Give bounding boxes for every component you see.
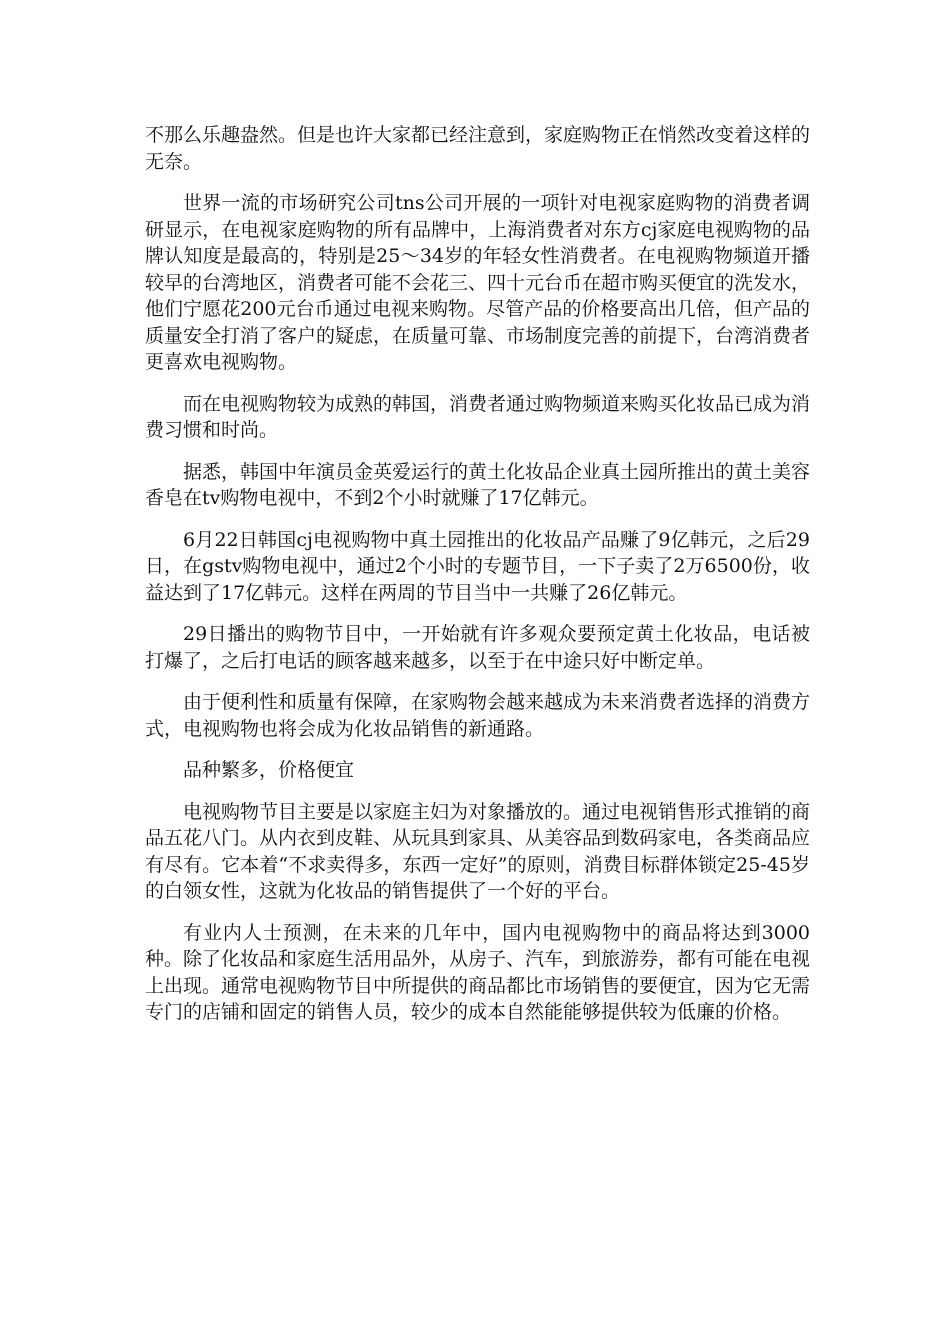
- paragraph-soap-sales: 据悉，韩国中年演员金英爱运行的黄土化妆品企业真土园所推出的黄土美容香皂在tv购物电视中，不到2个小时就赚了17亿韩元。: [145, 460, 811, 509]
- paragraph-korea-habit: 而在电视购物较为成熟的韩国，消费者通过购物频道来购买化妆品已成为消费习惯和时尚。: [145, 392, 811, 441]
- section-heading: 品种繁多，价格便宜: [183, 759, 355, 781]
- paragraph-convenience: 由于便利性和质量有保障，在家购物会越来越成为未来消费者选择的消费方式，电视购物也将会成为化妆品销售的新通路。: [145, 691, 811, 740]
- paragraph-tns-survey: 世界一流的市场研究公司tns公司开展的一项针对电视家庭购物的消费者调研显示，在电视家庭购物的所有品牌中，上海消费者对东方cj家庭电视购物的品牌认知度是最高的，特别是25～34岁的年轻女性消费者。在电视购物频道开播较早的台湾地区，消费者可能不会花三、四十元台币在超市购买便宜的洗发水，他们宁愿花200元台币通过电视来购物。尽管产品的价格要高出几倍，但产品的质量安全打消了客户的疑虑，在质量可靠、市场制度完善的前提下，台湾消费者更喜欢电视购物。: [145, 192, 811, 373]
- paragraph-june-sales: 6月22日韩国cj电视购物中真土园推出的化妆品产品赚了9亿韩元，之后29日，在gstv购物电视中，通过2个小时的专题节目，一下子卖了2万6500份，收益达到了17亿韩元。这样在两周的节目当中一共赚了26亿韩元。: [145, 528, 810, 604]
- paragraph-continuation: 不那么乐趣盎然。但是也许大家都已经注意到，家庭购物正在悄然改变着这样的无奈。: [145, 124, 811, 173]
- paragraph-program-target: 电视购物节目主要是以家庭主妇为对象播放的。通过电视销售形式推销的商品五花八门。从内衣到皮鞋、从玩具到家具、从美容品到数码家电，各类商品应有尽有。它本着“不求卖得多，东西一定好”的原则，消费目标群体锁定25-45岁的白领女性，这就为化妆品的销售提供了一个好的平台。: [145, 800, 811, 902]
- paragraph-forecast: 有业内人士预测，在未来的几年中，国内电视购物中的商品将达到3000种。除了化妆品和家庭生活用品外，从房子、汽车，到旅游券，都有可能在电视上出现。通常电视购物节目中所提供的商品都比市场销售的要便宜，因为它无需专门的店铺和固定的销售人员，较少的成本自然能能够提供较为低廉的价格。: [145, 921, 811, 1023]
- paragraph-phone-orders: 29日播出的购物节目中，一开始就有许多观众要预定黄土化妆品，电话被打爆了，之后打电话的顾客越来越多，以至于在中途只好中断定单。: [145, 623, 810, 672]
- document-body: [145, 122, 810, 1041]
